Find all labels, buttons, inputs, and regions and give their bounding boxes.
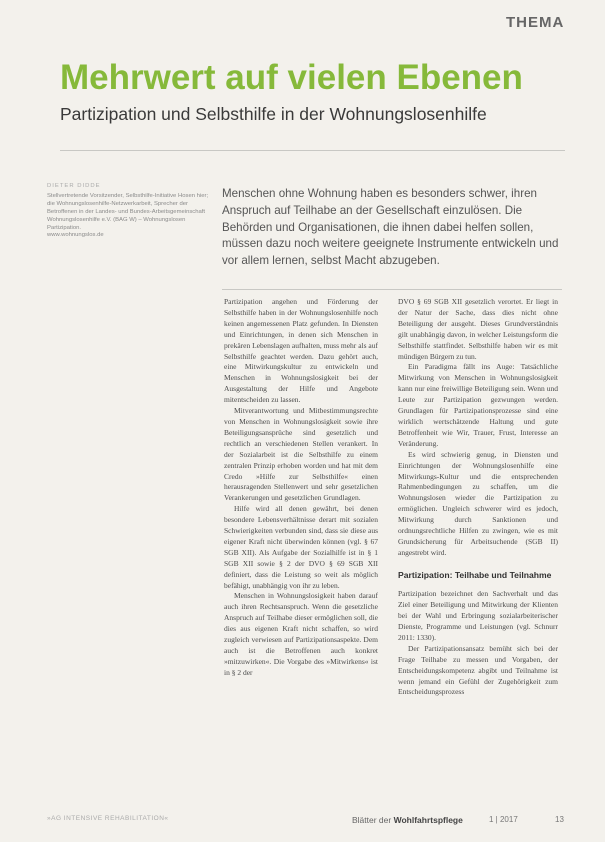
paragraph: Ein Paradigma fällt ins Auge: Tatsächliche Mitwirkung von Menschen in Wohnungslosigkeit kann nur eine freiwillige Beteiligung sein. Wenn und Leute zur Partizipation gezwungen werden. Grundlagen für Partizipationsprozesse sind eine wirklich wertschätzende Haltung und gute Betroffenheit wie Wir, Trauer, Frust, Interesse an Veränderung. <box>398 362 558 448</box>
paragraph: Menschen in Wohnungslosigkeit haben darauf auch ihren Rechtsanspruch. Wenn die gesetzliche Anspruch auf Teilhabe dieser ermöglichen soll, die dies aus eigenen Kraft nicht schaffen, so wird zugleich verwiesen auf Partizipationsaspekte. Dem auch ist die Betroffenen auch konkret »mitzuwirken«. Die Vorgabe des »Mitwirkens« ist in § 2 der <box>224 591 378 677</box>
divider <box>60 150 565 151</box>
author-bio: Stellvertretende Vorsitzender, Selbsthilfe-Initiative Hosen hier; die Wohnungslosenhilfe-Netzwerkarbeit, Sprecher der Betroffenen in der Landes- und Bundes-Arbeitsgemeinschaft Wohnungslosenhilfe e.V. (BAG W) – Wohnungslosen Partizipation. <box>47 192 209 231</box>
paragraph: Partizipation angehen und Förderung der Selbsthilfe haben in der Wohnungslosenhilfe noch keinen angemessenen Platz gefunden. In Diensten und Einrichtungen, in denen sich Menschen in prekären Lebenslagen aufhalten, muss mehr als auf Selbsthilfe geachtet werden. Dazu gehört auch, eine Mitwirkungskultur zu entwickeln und Menschen in Wohnungslosigkeit bei der Ausgestaltung der Hilfe und Angebote mitentscheiden zu lassen. <box>224 297 378 405</box>
paragraph: Mitverantwortung und Mitbestimmungsrechte von Menschen in Wohnungslosigkeit sowie ihre Beteiligungsansprüche sind gesetzlich und rechtlich an verschiedenen Stellen verankert. In der Sozialarbeit ist die Selbsthilfe zu einem zentralen Prinzip erhoben worden und hat mit dem Credo »Hilfe zur Selbsthilfe« einen herausragenden Stellenwert und sehr gesetzlichen Verankerungen und gesetzlichen Grundlagen. <box>224 406 378 503</box>
paragraph: Der Partizipationsansatz bemüht sich bei der Frage Teilhabe zu messen und Vorgaben, der Entscheidungskompetenz abgibt und Teilnahme ist wenn jemand ein Gefühl der Zugehörigkeit zum Entscheidungsprozess <box>398 643 558 697</box>
page-number: 13 <box>555 815 564 824</box>
article-subtitle: Partizipation und Selbsthilfe in der Wohnungslosenhilfe <box>60 104 487 124</box>
journal-name <box>352 815 463 825</box>
author-url: www.wohnungslos.de <box>47 232 104 239</box>
lead-paragraph: Menschen ohne Wohnung haben es besonders schwer, ihren Anspruch auf Teilhabe an der Gesellschaft einzulösen. Die Behörden und Organisationen, die ihnen dabei helfen sollen, müssen dazu noch weitere geeignete Instrumente entwickeln und vor allem lernen, selbst Macht abzugeben. <box>222 187 559 268</box>
paragraph: Partizipation bezeichnet den Sachverhalt und das Ziel einer Beteiligung und Mitwirkung der Klienten bei der Wahl und Erbringung sozialarbeiterischer Dienste, Programme und Leistungen (vgl. Schnurr 2011: 1330). <box>398 589 558 642</box>
author-box <box>47 183 212 240</box>
paragraph: DVO § 69 SGB XII gesetzlich verortet. Er liegt in der Natur der Sache, dass dies nicht ohne Beteiligung der ausgeht. Dieses Grundverständnis gilt unabhängig davon, in welcher Leistungsform die Selbsthilfe stattfindet. Selbsthilfe haben wir es mit mündigen Bürgern zu tun. <box>398 297 558 361</box>
journal-title: Wohlfahrtspflege <box>393 815 463 825</box>
section-heading: Partizipation: Teilhabe und Teilnahme <box>398 569 552 580</box>
section-label: THEMA <box>506 14 565 31</box>
article-title: Mehrwert auf vielen Ebenen <box>60 58 523 97</box>
paragraph: Hilfe wird all denen gewährt, bei denen besondere Lebensverhältnisse derart mit sozialen Schwierigkeiten verbunden sind, dass sie diese aus eigener Kraft nicht überwinden können (vgl. § 67 SGB XII). Als Aufgabe der Sozialhilfe ist in § 1 SGB XII sowie § 2 der DVO § 69 SGB XII definiert, dass die Leistung so weit als möglich befähigt, unabhängig von ihr zu leben. <box>224 504 378 590</box>
issue-number: 1 | 2017 <box>489 815 518 824</box>
author-name: DIETER DIDDE <box>47 183 101 189</box>
body-column-left <box>224 297 378 802</box>
journal-prefix: Blätter der <box>352 815 392 825</box>
footer-label: »AG INTENSIVE REHABILITATION« <box>47 815 169 822</box>
body-column-right <box>398 297 558 802</box>
divider <box>222 289 562 290</box>
paragraph: Es wird schwierig genug, in Diensten und Einrichtungen der Wohnungslosenhilfe eine Mitwirkungs-Kultur und die entsprechenden Rahmenbedingungen zu schaffen, um die Wohnungslosen wieder die Partizipation zu ermöglichen. Ungleich schwerer wird es jedoch, Mitwirkung durch Sanktionen und ordnungsrechtliche Hilfen zu zwingen, wie es mit Grundsicherung für Arbeitsuchende (SGB II) angestrebt wird. <box>398 449 558 557</box>
